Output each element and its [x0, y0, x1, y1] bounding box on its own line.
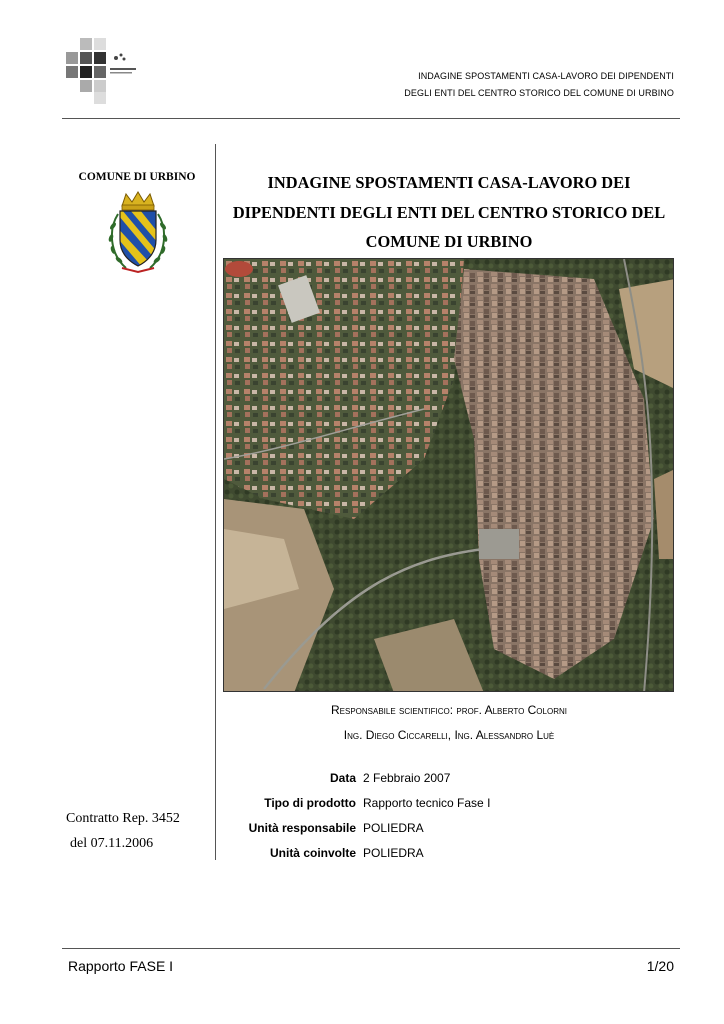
engineers: Ing. Diego Ciccarelli, Ing. Alessandro Luè [343, 728, 555, 742]
metadata-table [222, 765, 522, 865]
meta-value: Rapporto tecnico Fase I [363, 795, 491, 810]
contract-date: del 07.11.2006 [70, 836, 154, 851]
meta-key: Tipo di prodotto [264, 795, 356, 810]
title-line-1: INDAGINE SPOSTAMENTI CASA-LAVORO DEI [267, 173, 631, 192]
page-number: 1/20 [646, 958, 674, 974]
meta-row-tipo [222, 790, 522, 815]
contract-number: Contratto Rep. 3452 [66, 811, 180, 826]
comune-label: COMUNE DI URBINO [78, 171, 196, 183]
meta-row-unita-coinvolte [222, 840, 522, 865]
urbino-crest-icon [104, 190, 172, 276]
title-line-3: COMUNE DI URBINO [365, 232, 533, 251]
title-line-2: DIPENDENTI DEGLI ENTI DEL CENTRO STORICO DEL [232, 202, 666, 222]
meta-key: Data [329, 770, 356, 785]
meta-row-unita-responsabile [222, 815, 522, 840]
footer-rule [62, 948, 680, 949]
meta-key: Unità coinvolte [269, 845, 356, 860]
running-header [404, 68, 674, 102]
meta-key: Unità responsabile [248, 820, 356, 835]
meta-value: POLIEDRA [363, 845, 424, 860]
footer-report-label: Rapporto FASE I [68, 958, 174, 974]
meta-row-data [222, 765, 522, 790]
document-title [222, 168, 676, 257]
scientific-lead: Responsabile scientifico: prof. Alberto Colorni [331, 703, 567, 717]
poliedra-logo [66, 38, 138, 104]
header-rule [62, 118, 680, 119]
meta-value: 2 Febbraio 2007 [363, 770, 451, 785]
aerial-photo-urbino [223, 258, 674, 692]
header-line-1: INDAGINE SPOSTAMENTI CASA-LAVORO DEI DIPENDENTI [418, 71, 674, 81]
meta-value: POLIEDRA [363, 820, 424, 835]
header-line-2: DEGLI ENTI DEL CENTRO STORICO DEL COMUNE DI URBINO [404, 88, 674, 98]
vertical-divider [215, 144, 216, 860]
